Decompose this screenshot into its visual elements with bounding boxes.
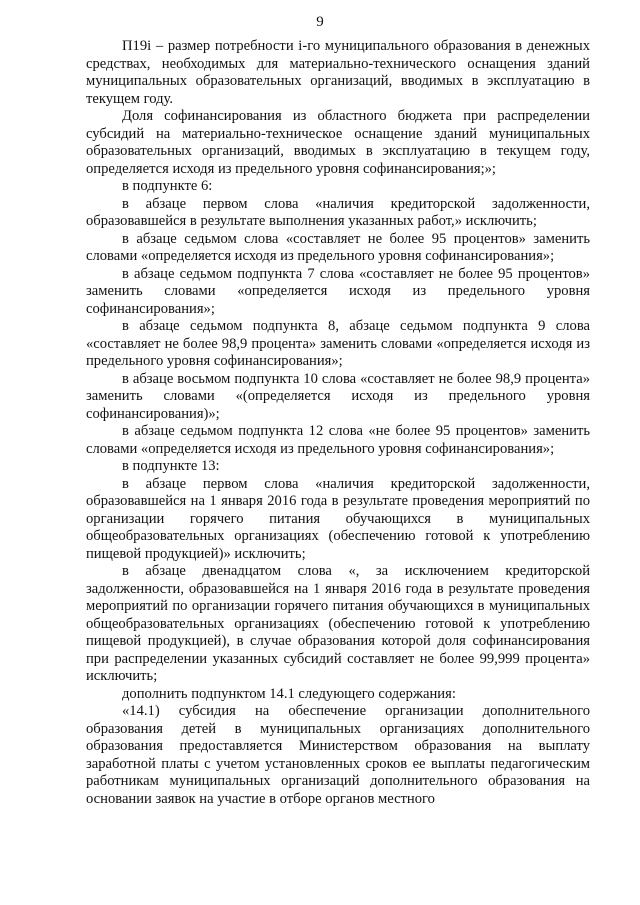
paragraph: П19i – размер потребности i-го муниципального образования в денежных средствах, необходимых для материально-технического оснащения зданий муниципальных образовательных организаций, вводимых в эксплуатацию в текущем году. — [86, 38, 590, 107]
paragraph: в абзаце первом слова «наличия кредиторской задолженности, образовавшейся на 1 января 2016 года в результате проведения мероприятий по организации горячего питания обучающихся в муниципальных общеобразовательных организациях (обеспечению готовой к употреблению пищевой продукцией)» исключить; — [86, 475, 590, 562]
paragraph: в подпункте 6: — [122, 178, 213, 194]
paragraph: дополнить подпунктом 14.1 следующего содержания: — [122, 685, 456, 702]
paragraph: «14.1) субсидия на обеспечение организации дополнительного образования детей в муниципальных организациях дополнительного образования предоставляется Министерством образования на выплату заработной платы с учетом установленных сроков ее выплаты педагогическим работникам муниципальных организаций дополнительного образования на основании заявок на участие в отборе органов местного — [86, 703, 590, 807]
paragraph: в абзаце восьмом подпункта 10 слова «составляет не более 98,9 процента» заменить словами «(определяется исходя из предельного уровня софинансирования)»; — [86, 370, 590, 422]
paragraph: в абзаце седьмом подпункта 8, абзаце седьмом подпункта 9 слова «составляет не более 98,9 процента» заменить словами «определяется исходя из предельного уровня софинансирования»; — [86, 318, 590, 369]
paragraph: в подпункте 13: — [122, 458, 220, 474]
paragraph: в абзаце седьмом слова «составляет не более 95 процентов» заменить словами «определяется исходя из предельного уровня софинансирования»; — [86, 230, 590, 264]
page-number: 9 — [316, 14, 324, 30]
paragraph: в абзаце седьмом подпункта 7 слова «составляет не более 95 процентов» заменить словами «определяется исходя из предельного уровня софинансирования»; — [86, 265, 590, 317]
paragraph: в абзаце первом слова «наличия кредиторской задолженности, образовавшейся в результате выполнения указанных работ,» исключить; — [86, 195, 590, 229]
paragraph: в абзаце двенадцатом слова «, за исключением кредиторской задолженности, образовавшейся на 1 января 2016 года в результате проведения мероприятий по организации горячего питания обучающихся в муниципальных общеобразовательных организациях (обеспечению готовой к употреблению пищевой продукцией), в случае образования которой доля софинансирования при распределении указанных субсидий составляет не более 99,999 процента» исключить; — [86, 563, 590, 684]
document-body — [86, 38, 590, 808]
paragraph: Доля софинансирования из областного бюджета при распределении субсидий на материально-техническое оснащение зданий муниципальных образовательных организаций, вводимых в эксплуатацию в текущем году, определяется исходя из предельного уровня софинансирования;»; — [86, 108, 590, 177]
paragraph: в абзаце седьмом подпункта 12 слова «не более 95 процентов» заменить словами «определяется исходя из предельного уровня софинансирования»; — [86, 423, 590, 457]
